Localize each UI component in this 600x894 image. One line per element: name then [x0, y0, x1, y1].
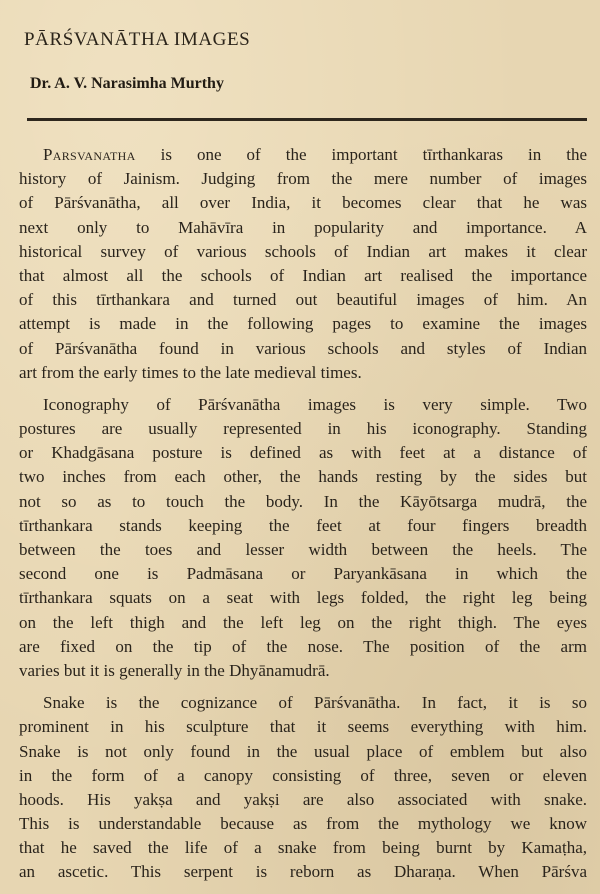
text-line: historical survey of various schools of Indian art makes it clear [19, 241, 587, 261]
article-body [19, 143, 587, 885]
paragraph-3 [19, 691, 587, 885]
text-line: tīrthankara squats on a seat with legs folded, the right leg being [19, 588, 587, 608]
text-line: of Pārśvanātha found in various schools and styles of Indian [19, 338, 587, 358]
text-line: between the toes and lesser width between the heels. The [19, 540, 587, 559]
text-line: that almost all the schools of Indian art realised the importance [19, 265, 587, 285]
text-line: second one is Padmāsana or Paryankāsana in which the [19, 564, 587, 584]
text-line: Iconography of Pārśvanātha images is very simple. Two [43, 394, 587, 414]
text-line: tīrthankara stands keeping the feet at four fingers breadth [19, 515, 587, 535]
text-line: that he saved the life of a snake from being burnt by Kamaṭha, [19, 838, 587, 858]
text-line: hoods. His yakṣa and yakṣi are also associated with snake. [19, 789, 587, 809]
text-line: art from the early times to the late medieval times. [19, 362, 362, 382]
lead-word: Parsvanatha [43, 145, 136, 164]
text-line: two inches from each other, the hands resting by the sides but [19, 467, 587, 487]
title-divider [27, 118, 587, 121]
article-author: Dr. A. V. Narasimha Murthy [30, 75, 224, 92]
text-line: are fixed on the tip of the nose. The position of the arm [19, 636, 587, 656]
text-line: attempt is made in the following pages to examine the images [19, 314, 587, 334]
text-line: in the form of a canopy consisting of three, seven or eleven [19, 765, 587, 785]
text-line: an ascetic. This serpent is reborn as Dharaṇa. When Pārśva [19, 862, 587, 882]
text-line: not so as to touch the body. In the Kāyōtsarga mudrā, the [19, 491, 587, 511]
text-line: next only to Mahāvīra in popularity and importance. A [19, 217, 587, 237]
text-line: prominent in his sculpture that it seems everything with him. [19, 717, 587, 737]
text-line: postures are usually represented in his iconography. Standing [19, 419, 587, 439]
text-line: or Khadgāsana posture is defined as with feet at a distance of [19, 443, 587, 463]
text-line: history of Jainism. Judging from the mere number of images [19, 169, 587, 189]
text-line: Parsvanatha is one of the important tīrthankaras in the [43, 145, 587, 164]
article-title: PĀRŚVANĀTHA IMAGES [24, 29, 251, 50]
text-line: on the left thigh and the left leg on the right thigh. The eyes [19, 612, 587, 632]
text-line: Snake is the cognizance of Pārśvanātha. In fact, it is so [43, 693, 587, 713]
paragraph-2 [19, 393, 587, 683]
text-line: Snake is not only found in the usual place of emblem but also [19, 741, 587, 761]
text-line: of this tīrthankara and turned out beautiful images of him. An [19, 290, 587, 310]
paragraph-1 [19, 143, 587, 385]
text-line: of Pārśvanātha, all over India, it becomes clear that he was [19, 193, 587, 213]
text-line: This is understandable because as from the mythology we know [19, 814, 587, 834]
text-line: varies but it is generally in the Dhyānamudrā. [19, 660, 330, 680]
